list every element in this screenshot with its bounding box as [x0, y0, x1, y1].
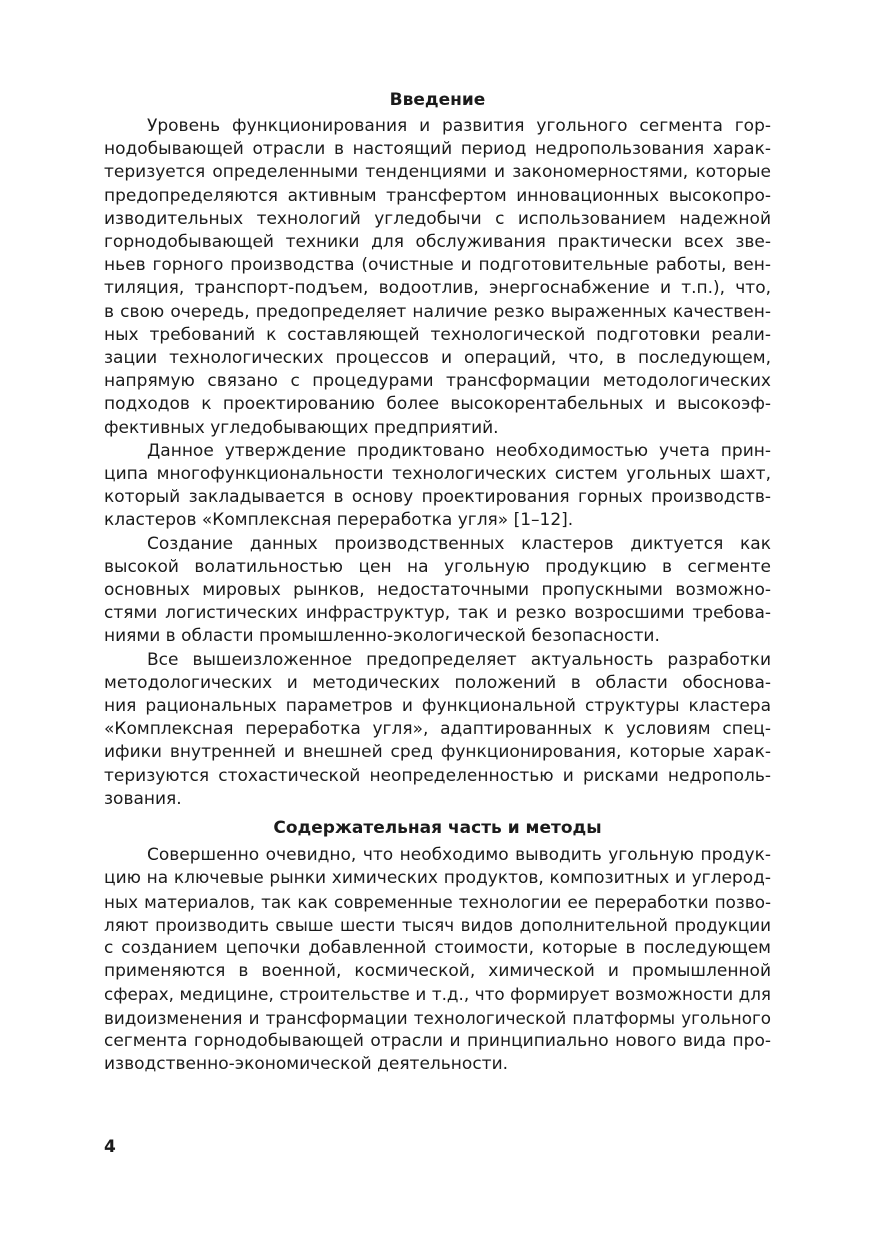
- text-line: Все вышеизложенное предопределяет актуальность разработки: [147, 649, 771, 670]
- text-line: напрямую связано с процедурами трансформации методологических: [104, 371, 771, 392]
- text-line: стями логистических инфраструктур, так и резко возросшими требова-: [104, 603, 771, 624]
- paragraph-4: [104, 649, 771, 811]
- text-line: ных материалов, так как современные технологии ее переработки позво-: [104, 891, 771, 912]
- text-line: ньев горного производства (очистные и подготовительные работы, вен-: [104, 255, 771, 276]
- text-line: изводственно-экономической деятельности.: [104, 1053, 509, 1074]
- text-line: Уровень функционирования и развития угольного сегмента гор-: [147, 116, 771, 136]
- text-line: зования.: [104, 788, 182, 809]
- page-content: [104, 88, 771, 1076]
- text-line: ных требований к составляющей технологической подготовки реали-: [104, 324, 771, 345]
- text-line: «Комплексная переработка угля», адаптированных к условиям спец-: [104, 719, 771, 740]
- text-line: Данное утверждение продиктовано необходимостью учета прин-: [147, 440, 771, 461]
- text-line: нодобывающей отрасли в настоящий период недропользования харак-: [104, 139, 771, 160]
- paragraph-2: [104, 440, 771, 533]
- paragraph-3: [104, 533, 771, 649]
- text-line: цию на ключевые рынки химических продуктов, композитных и углерод-: [104, 868, 771, 889]
- text-line: подходов к проектированию более высокорентабельных и высокоэф-: [104, 394, 771, 415]
- text-line: сферах, медицине, строительстве и т.д., что формирует возможности для: [104, 984, 771, 1005]
- section-heading-introduction: Введение: [389, 90, 486, 110]
- paragraph-5: [104, 844, 771, 1076]
- text-line: изводительных технологий угледобычи с использованием надежной: [104, 208, 771, 229]
- text-line: высокой волатильностью цен на угольную продукцию в сегменте: [104, 556, 771, 577]
- text-line: ципа многофункциональности технологических систем угольных шахт,: [104, 464, 771, 485]
- text-line: зации технологических процессов и операций, что, в последующем,: [104, 348, 771, 369]
- text-line: горнодобывающей техники для обслуживания практически всех зве-: [104, 232, 771, 253]
- text-line: ляют производить свыше шести тысяч видов дополнительной продукции: [104, 914, 771, 935]
- section-heading-methods: Содержательная часть и методы: [273, 818, 602, 839]
- text-line: применяются в военной, космической, химической и промышленной: [104, 961, 771, 982]
- text-line: который закладывается в основу проектирования горных производств-: [104, 487, 771, 508]
- text-line: тиляция, транспорт-подъем, водоотлив, энергоснабжение и т.п.), что,: [104, 278, 771, 299]
- text-line: сегмента горнодобывающей отрасли и принципиально нового вида про-: [104, 1030, 771, 1051]
- text-line: Совершенно очевидно, что необходимо выводить угольную продук-: [147, 845, 771, 866]
- text-line: теризуются стохастической неопределенностью и рисками недрополь-: [104, 765, 771, 786]
- text-line: кластеров «Комплексная переработка угля» [1–12].: [104, 510, 574, 531]
- paragraph-1: [104, 115, 771, 440]
- text-line: теризуется определенными тенденциями и закономерностями, которые: [104, 162, 771, 183]
- text-line: ниями в области промышленно-экологической безопасности.: [104, 626, 660, 647]
- page-number: 4: [104, 1137, 116, 1157]
- text-line: в свою очередь, предопределяет наличие резко выраженных качествен-: [104, 301, 771, 322]
- text-line: с созданием цепочки добавленной стоимости, которые в последующем: [104, 937, 771, 958]
- text-line: фективных угледобывающих предприятий.: [104, 417, 499, 438]
- text-line: видоизменения и трансформации технологической платформы угольного: [104, 1007, 771, 1028]
- text-line: основных мировых рынков, недостаточными пропускными возможно-: [104, 580, 771, 601]
- text-line: ифики внутренней и внешней сред функционирования, которые харак-: [104, 742, 771, 763]
- text-line: Создание данных производственных кластеров диктуется как: [147, 533, 771, 554]
- text-line: предопределяются активным трансфертом инновационных высокопро-: [104, 185, 771, 206]
- text-line: ния рациональных параметров и функциональной структуры кластера: [104, 696, 771, 717]
- text-line: методологических и методических положений в области обоснова-: [104, 672, 771, 693]
